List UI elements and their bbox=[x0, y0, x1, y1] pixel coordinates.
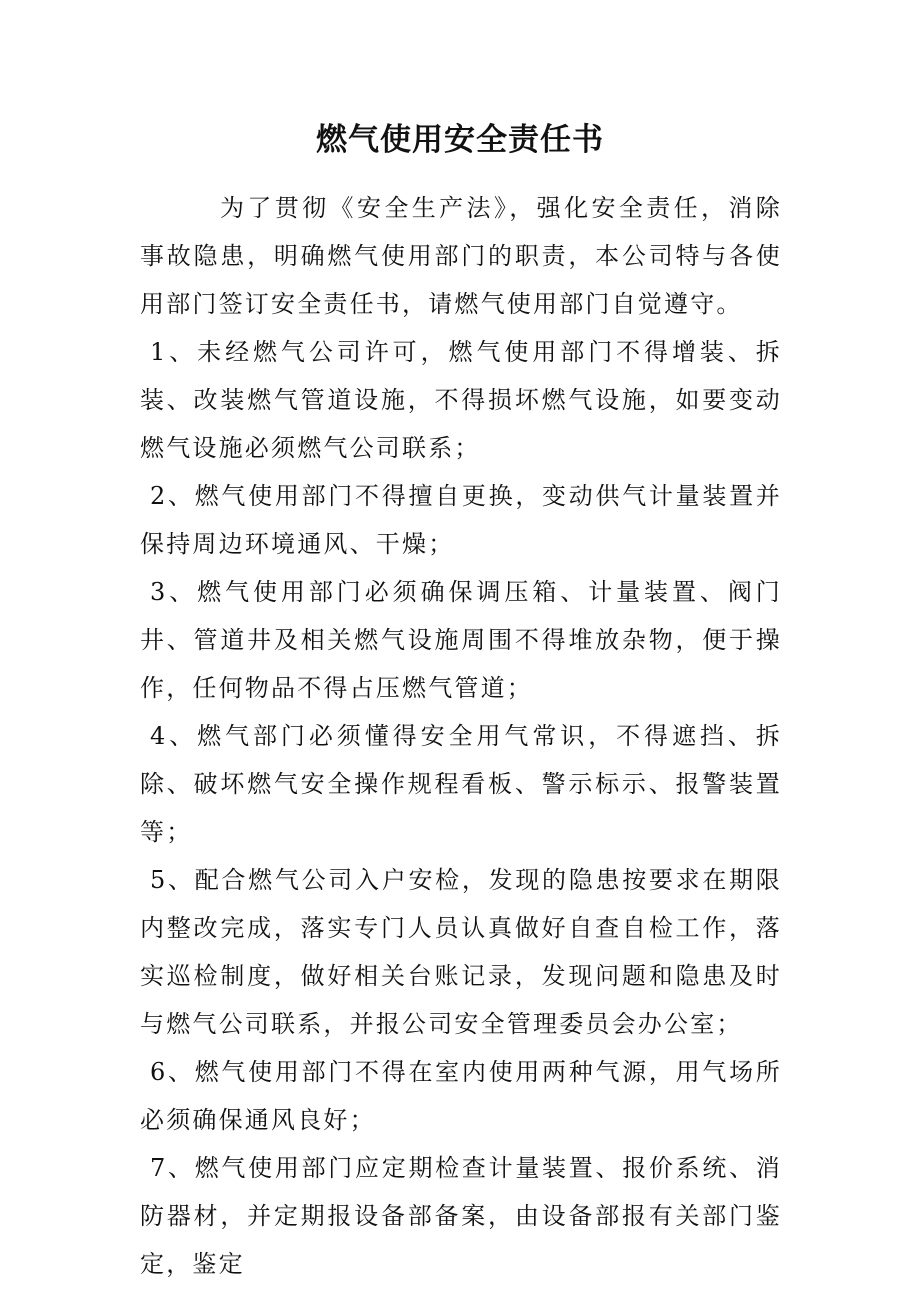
clause-2: 2、燃气使用部门不得擅自更换，变动供气计量装置并保持周边环境通风、干燥； bbox=[140, 482, 782, 558]
clause-1: 1、未经燃气公司许可，燃气使用部门不得增装、拆装、改装燃气管道设施，不得损坏燃气设施，如要变动燃气设施必须燃气公司联系； bbox=[140, 338, 782, 462]
intro-paragraph: 为了贯彻《安全生产法》，强化安全责任，消除事故隐患，明确燃气使用部门的职责，本公司特与各使用部门签订安全责任书，请燃气使用部门自觉遵守。 bbox=[140, 194, 782, 318]
clause-7: 7、燃气使用部门应定期检查计量装置、报价系统、消防器材，并定期报设备部备案，由设备部报有关部门鉴定，鉴定 bbox=[140, 1154, 782, 1278]
clause-3: 3、燃气使用部门必须确保调压箱、计量装置、阀门井、管道井及相关燃气设施周围不得堆放杂物，便于操作，任何物品不得占压燃气管道； bbox=[140, 578, 782, 702]
clause-5: 5、配合燃气公司入户安检，发现的隐患按要求在期限内整改完成，落实专门人员认真做好自查自检工作，落实巡检制度，做好相关台账记录，发现问题和隐患及时与燃气公司联系，并报公司安全管理委员会办公室； bbox=[140, 866, 782, 1038]
document-body bbox=[140, 184, 782, 1288]
clause-4: 4、燃气部门必须懂得安全用气常识，不得遮挡、拆除、破坏燃气安全操作规程看板、警示标示、报警装置等； bbox=[140, 722, 782, 846]
clause-6: 6、燃气使用部门不得在室内使用两种气源，用气场所必须确保通风良好； bbox=[140, 1058, 782, 1134]
document-title: 燃气使用安全责任书 bbox=[316, 122, 604, 158]
